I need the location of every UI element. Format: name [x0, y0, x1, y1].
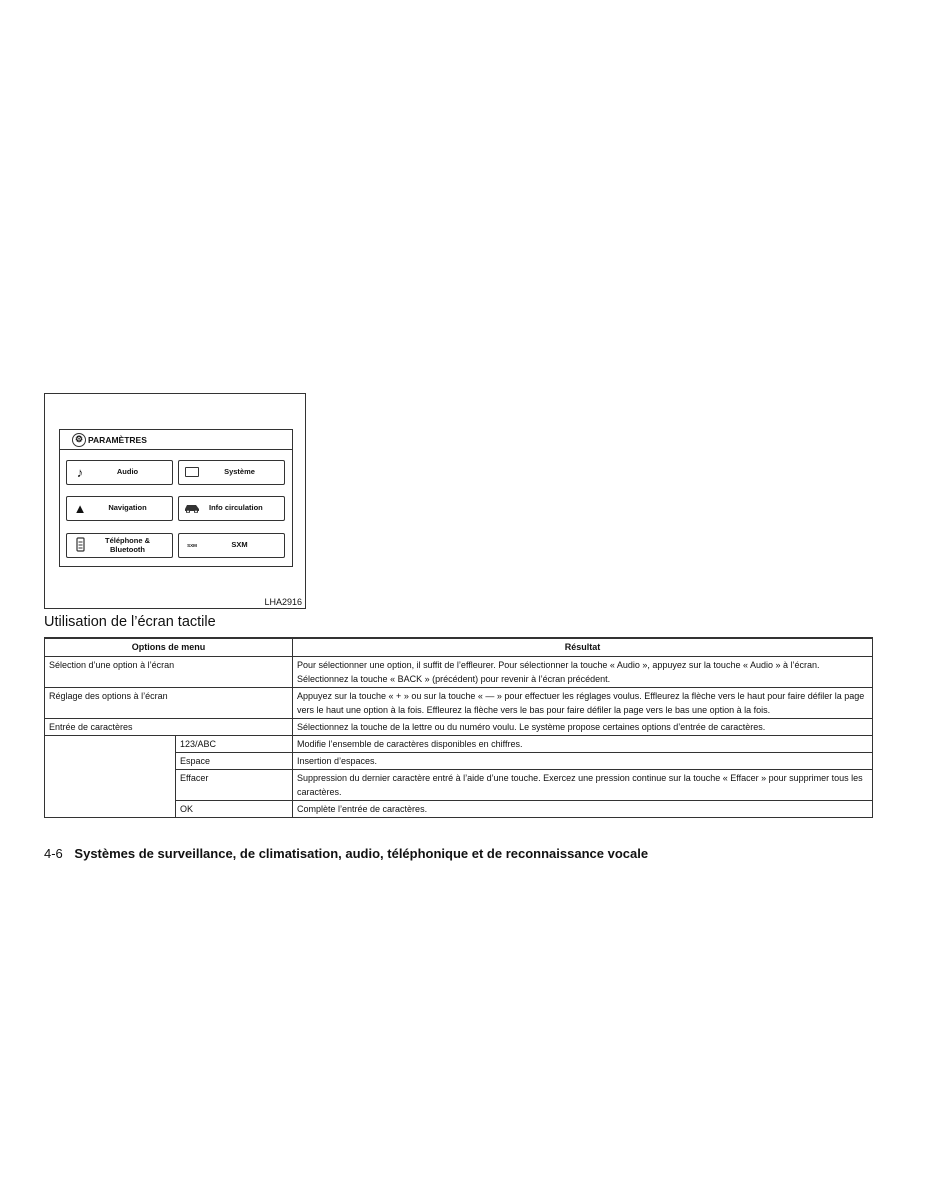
option-cell: Sélection d’une option à l’écran	[45, 657, 293, 688]
tile-label: Navigation	[108, 503, 147, 513]
suboption-cell: OK	[176, 801, 293, 818]
chapter-title: Systèmes de surveillance, de climatisation, audio, téléphonique et de reconnaissance vocale	[74, 846, 649, 861]
result-cell: Suppression du dernier caractère entré à l’aide d’une touche. Exercez une pression continue sur la touche « Effacer » pour supprimer tous les caractères.	[293, 770, 873, 801]
result-cell: Complète l’entrée de caractères.	[293, 801, 873, 818]
music-note-icon: ♪	[76, 465, 84, 480]
sxm-icon: SXM	[187, 543, 197, 548]
table-subrow	[45, 736, 873, 753]
tile-telephone-bluetooth[interactable]	[66, 533, 173, 558]
menu-options-table	[44, 637, 873, 818]
tile-audio[interactable]	[66, 460, 173, 485]
tile-label: Info circulation	[209, 503, 263, 513]
settings-screen-illustration	[44, 393, 306, 609]
empty-cell	[45, 736, 176, 818]
suboption-cell: Effacer	[176, 770, 293, 801]
navigation-arrow-icon: ▲	[73, 501, 87, 516]
section-caption: Utilisation de l’écran tactile	[44, 614, 216, 630]
display-icon	[179, 465, 205, 480]
settings-screen	[59, 429, 293, 567]
result-cell: Insertion d’espaces.	[293, 753, 873, 770]
result-cell: Appuyez sur la touche « + » ou sur la touche « — » pour effectuer les réglages voulus. Effleurez la flèche vers le haut pour faire défiler la page vers le haut une option à la fois. Effleurez la flèche vers le bas pour faire défiler la page vers le bas une option à la fois.	[293, 688, 873, 719]
result-cell: Sélectionnez la touche de la lettre ou du numéro voulu. Le système propose certaines options d’entrée de caractères.	[293, 719, 873, 736]
suboption-cell: 123/ABC	[176, 736, 293, 753]
table-header-row	[45, 638, 873, 657]
option-cell: Entrée de caractères	[45, 719, 293, 736]
tile-label: Audio	[116, 467, 139, 477]
page-number: 4-6	[44, 846, 63, 861]
table-row	[45, 719, 873, 736]
phone-icon	[67, 537, 93, 555]
settings-header	[60, 430, 292, 450]
page-footer	[44, 846, 648, 861]
tile-label: SXM	[231, 540, 248, 550]
tile-navigation[interactable]	[66, 496, 173, 521]
table-row	[45, 657, 873, 688]
result-cell: Modifie l’ensemble de caractères disponibles en chiffres.	[293, 736, 873, 753]
option-cell: Réglage des options à l’écran	[45, 688, 293, 719]
table-row	[45, 688, 873, 719]
suboption-cell: Espace	[176, 753, 293, 770]
tile-label: Système	[224, 467, 255, 477]
traffic-car-icon	[179, 501, 205, 516]
tile-info-circulation[interactable]	[178, 496, 285, 521]
tile-label: Téléphone & Bluetooth	[104, 536, 150, 554]
result-cell: Pour sélectionner une option, il suffit de l’effleurer. Pour sélectionner la touche « Audio », appuyez sur la touche « Audio » à l’écran. Sélectionnez la touche « BACK » (précédent) pour revenir à l’écran précédent.	[293, 657, 873, 688]
tile-sxm[interactable]	[178, 533, 285, 558]
header-result: Résultat	[293, 638, 873, 657]
settings-title: PARAMÈTRES	[88, 434, 147, 445]
header-options: Options de menu	[45, 638, 293, 657]
gear-icon: ⚙	[72, 433, 86, 447]
tile-systeme[interactable]	[178, 460, 285, 485]
figure-code: LHA2916	[264, 597, 302, 607]
